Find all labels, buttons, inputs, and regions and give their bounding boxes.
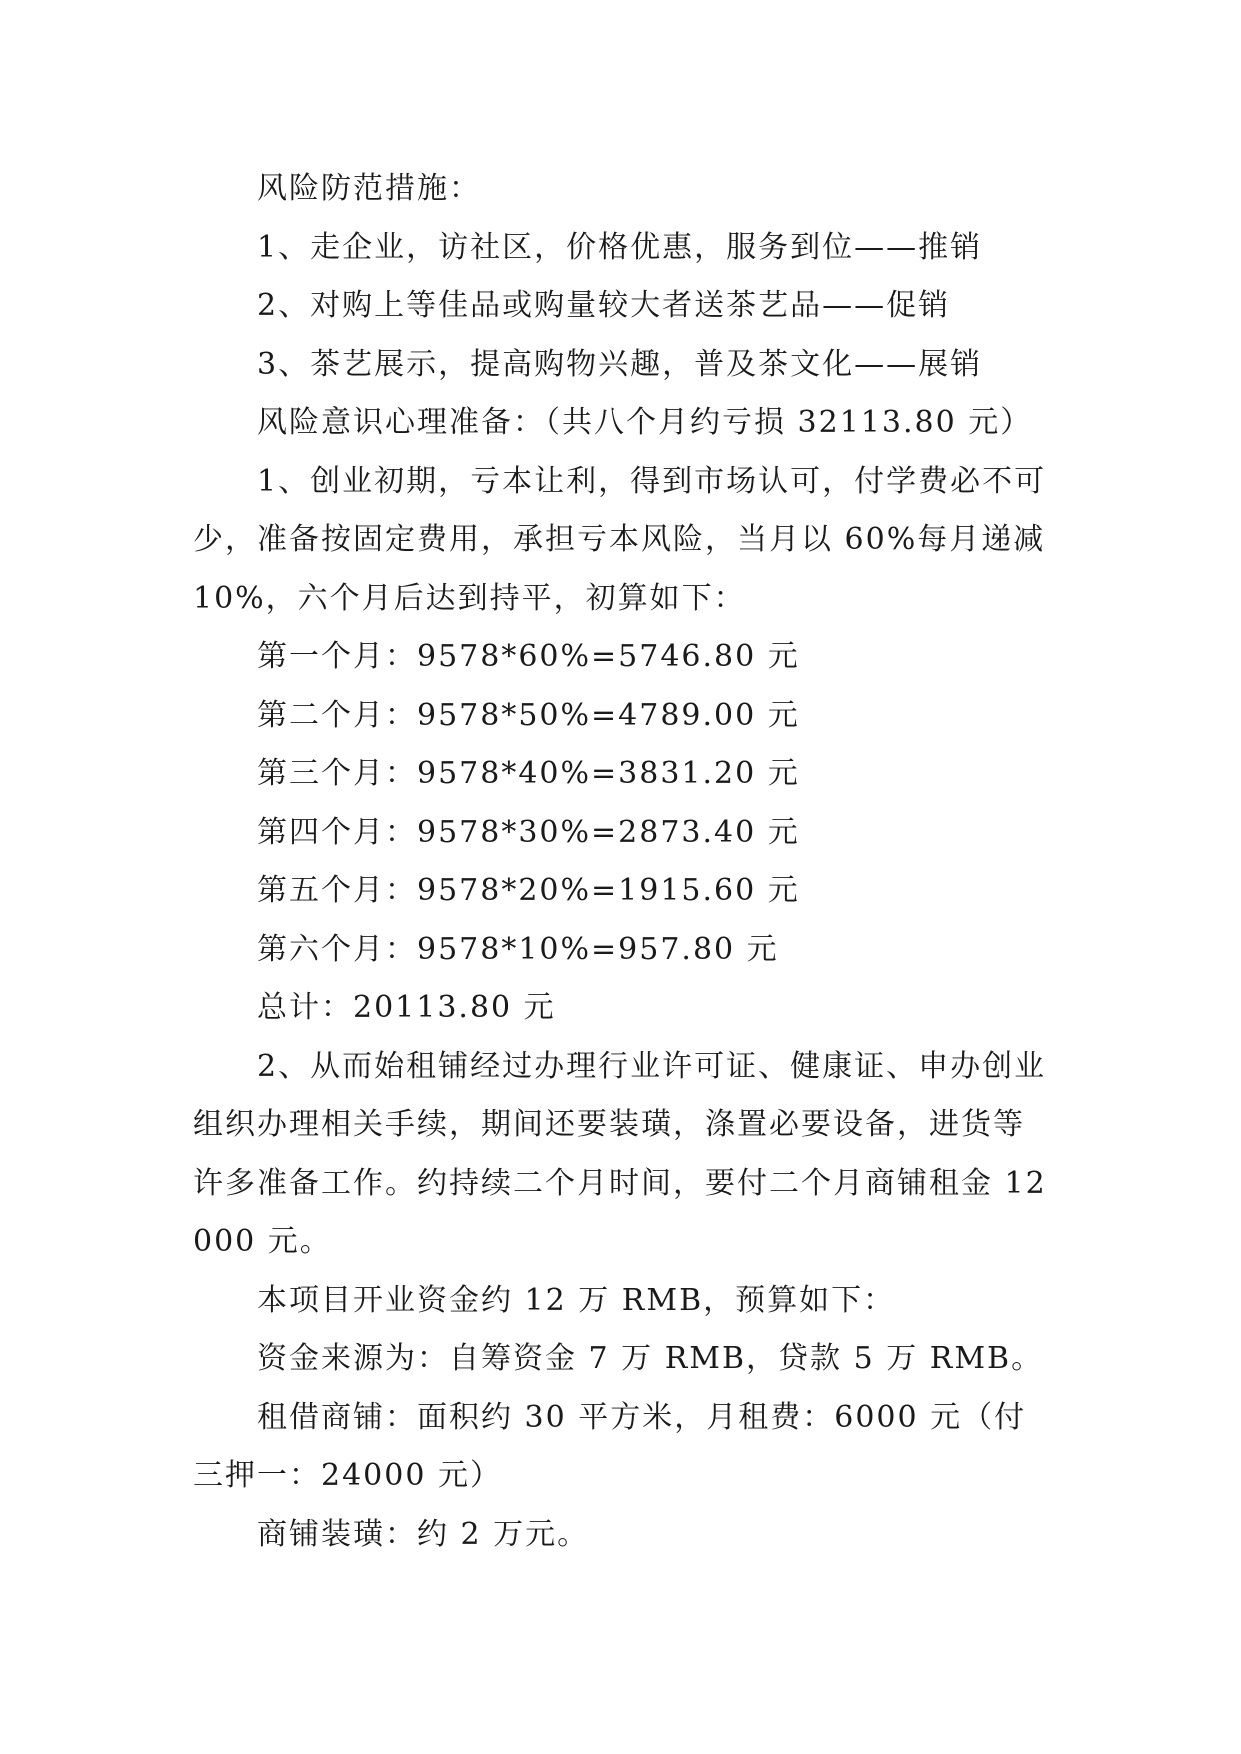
total-calc: 总计：20113.80 元: [257, 990, 556, 1025]
month-4-calc: 第四个月：9578*30%=2873.40 元: [257, 814, 800, 850]
heading-risk-measures: 风险防范措施：: [257, 171, 481, 206]
paragraph-decoration: 商铺装璜：约 2 万元。: [257, 1516, 590, 1552]
month-2-calc: 第二个月：9578*50%=4789.00 元: [257, 697, 800, 733]
paragraph-funding-source: 资金来源为：自筹资金 7 万 RMB，贷款 5 万 RMB。: [257, 1341, 1044, 1376]
heading-risk-awareness: 风险意识心理准备：（共八个月约亏损 32113.80 元）: [257, 405, 1033, 440]
month-3-calc: 第三个月：9578*40%=3831.20 元: [257, 756, 800, 791]
paragraph-budget: 本项目开业资金约 12 万 RMB，预算如下：: [257, 1282, 896, 1318]
list-item-sales-promotion: 2、对购上等佳品或购量较大者送茶艺品——促销: [257, 288, 951, 323]
month-5-calc: 第五个月：9578*20%=1915.60 元: [257, 873, 800, 908]
paragraph-initial-loss: 1、创业初期，亏本让利，得到市场认可，付学费必不可少，准备按固定费用，承担亏本风险，当月以 60%每月递减 10%，六个月后达到持平，初算如下：: [193, 463, 1047, 616]
document-body: [193, 160, 1055, 1564]
list-item-promotion: 1、走企业，访社区，价格优惠，服务到位——推销: [257, 229, 983, 265]
month-1-calc: 第一个月：9578*60%=5746.80 元: [257, 639, 800, 674]
month-6-calc: 第六个月：9578*10%=957.80 元: [257, 931, 779, 967]
paragraph-shop-rent: 租借商铺：面积约 30 平方米，月租费：6000 元（付三押一：24000 元）: [193, 1399, 1027, 1493]
paragraph-preparation: 2、从而始租铺经过办理行业许可证、健康证、申办创业组织办理相关手续，期间还要装璜，涤置必要设备，进货等许多准备工作。约持续二个月时间，要付二个月商铺租金 12000 元。: [193, 1048, 1047, 1259]
list-item-exhibition-sales: 3、茶艺展示，提高购物兴趣，普及茶文化——展销: [257, 346, 983, 382]
